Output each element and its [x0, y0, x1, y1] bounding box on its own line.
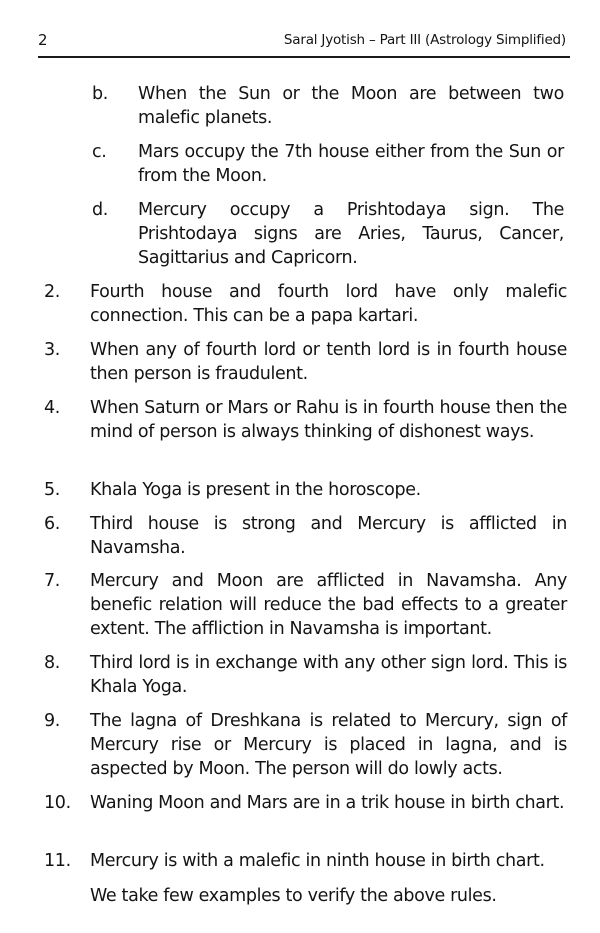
list-item	[44, 396, 574, 468]
list-text: The lagna of Dreshkana is related to Mercury, sign of Mercury rise or Mercury is placed in lagna, and is aspected by Moon. The person will do lowly acts.	[90, 711, 567, 779]
page-header	[38, 30, 570, 58]
list-item	[44, 478, 574, 502]
list-marker: 5.	[44, 480, 60, 500]
running-head: Saral Jyotish – Part III (Astrology Simplified)	[283, 32, 566, 48]
list-marker: 8.	[44, 653, 60, 673]
page-number: 2	[38, 31, 48, 49]
list-item	[44, 512, 574, 560]
list-marker: 4.	[44, 398, 60, 418]
list-item	[92, 140, 572, 188]
list-text: Mercury is with a malefic in ninth house in birth chart.	[90, 851, 545, 871]
list-marker: 6.	[44, 514, 60, 534]
list-item	[44, 791, 574, 839]
list-text: When the Sun or the Moon are between two malefic planets.	[138, 84, 564, 128]
list-text: Khala Yoga is present in the horoscope.	[90, 480, 421, 500]
closing-paragraph: We take few examples to verify the above rules.	[90, 886, 497, 906]
list-item	[44, 709, 574, 781]
list-item	[44, 849, 574, 873]
list-text: Mercury occupy a Prishtodaya sign. The Prishtodaya signs are Aries, Taurus, Cancer, Sagittarius and Capricorn.	[138, 200, 564, 268]
list-text: Fourth house and fourth lord have only malefic connection. This can be a papa kartari.	[90, 282, 567, 326]
list-marker: c.	[92, 142, 107, 162]
list-marker: 3.	[44, 340, 60, 360]
list-text: Mercury and Moon are afflicted in Navamsha. Any benefic relation will reduce the bad effects to a greater extent. The affliction in Navamsha is important.	[90, 571, 567, 639]
list-marker: 11.	[44, 851, 71, 871]
list-text: Mars occupy the 7th house either from the Sun or from the Moon.	[138, 142, 564, 186]
list-item	[44, 338, 574, 386]
list-item	[44, 280, 574, 328]
list-text: When Saturn or Mars or Rahu is in fourth house then the mind of person is always thinking of dishonest ways.	[90, 398, 567, 442]
list-item	[44, 651, 574, 699]
list-marker: 2.	[44, 282, 60, 302]
list-marker: 9.	[44, 711, 60, 731]
list-marker: b.	[92, 84, 108, 104]
list-text: When any of fourth lord or tenth lord is in fourth house then person is fraudulent.	[90, 340, 567, 384]
list-item	[92, 198, 572, 270]
list-item	[44, 569, 574, 641]
list-text: Waning Moon and Mars are in a trik house in birth chart.	[90, 793, 565, 813]
list-marker: d.	[92, 200, 108, 220]
list-text: Third house is strong and Mercury is afflicted in Navamsha.	[90, 514, 567, 558]
list-item	[92, 82, 572, 130]
list-marker: 7.	[44, 571, 60, 591]
list-text: Third lord is in exchange with any other sign lord. This is Khala Yoga.	[90, 653, 567, 697]
list-marker: 10.	[44, 793, 71, 813]
